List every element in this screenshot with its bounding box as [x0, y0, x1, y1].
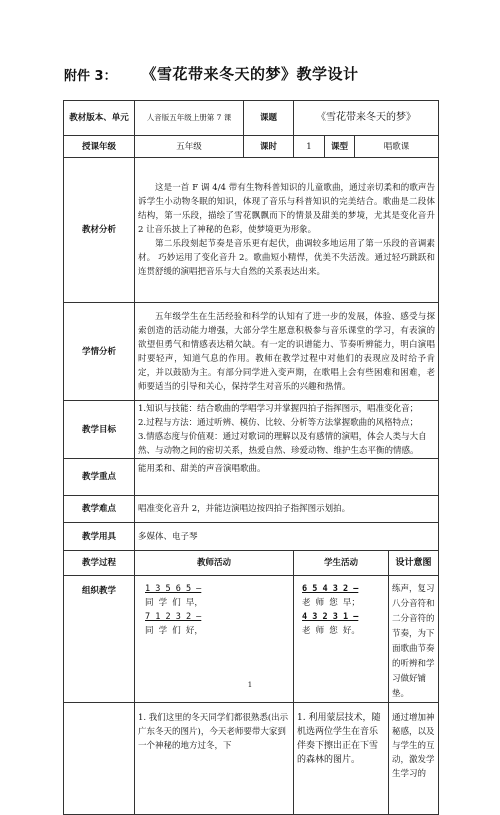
student-lyrics-line-1: 老 师 您 早；: [302, 598, 360, 608]
student-notes-line-2: 4 3 2 3 1 —: [302, 612, 359, 622]
row-difficulty: [64, 496, 439, 523]
intro-teacher-activity: 1. 我们这里的冬天同学们都很熟悉(出示广东冬天的图片)，今天老师要带大家到一个神秘的地方过冬，下: [135, 703, 294, 815]
row-process-header: [64, 551, 439, 576]
learner-label: 学情分析: [64, 303, 135, 401]
teacher-activity-header: 教师活动: [135, 551, 294, 576]
focus-label: 教学重点: [64, 459, 135, 496]
intro-design-intent: 通过增加神秘感，以及与学生的互动，激发学生学习的: [389, 703, 439, 815]
type-label: 课型: [325, 136, 355, 158]
analysis-paragraph-2: 第二乐段刻起节奏是音乐更有起伏，曲调较多地运用了第一乐段的音调素材。 巧妙运用了变化音升 2。歌曲短小精悍，优美不失活泼。通过轻巧跳跃和连贯舒缓的演唱把音乐与大自然的关系表达出来。: [138, 239, 436, 277]
type-value: 唱歌课: [355, 136, 439, 158]
organize-label: 组织教学: [64, 576, 135, 703]
difficulty-label: 教学难点: [64, 496, 135, 523]
topic-label: 课题: [244, 101, 294, 136]
student-notes-line-1: 6 5 4 3 2 —: [302, 584, 359, 594]
goals-label: 教学目标: [64, 401, 135, 459]
focus-value: 能用柔和、甜美的声音演唱歌曲。: [135, 459, 439, 496]
design-intent-header: 设计意图: [389, 551, 439, 576]
grade-value: 五年级: [135, 136, 244, 158]
lesson-plan-table: [63, 100, 439, 815]
edition-value: 人音版五年级上册第 7 课: [135, 101, 244, 136]
analysis-content: [135, 158, 439, 303]
row-focus: [64, 459, 439, 496]
page-number: 1: [247, 681, 253, 689]
row-goals: [64, 401, 439, 459]
attachment-label: 附件 3：: [64, 69, 117, 84]
learner-content: [135, 303, 439, 401]
student-activity-header: 学生活动: [294, 551, 389, 576]
student-lyrics-line-2: 老 师 您 好。: [302, 626, 360, 636]
grade-label: 授课年级: [64, 136, 135, 158]
difficulty-value: 唱准变化音升 2，并能边演唱边按四拍子指挥图示划拍。: [135, 496, 439, 523]
process-label: 教学过程: [64, 551, 135, 576]
tools-value: 多媒体、电子琴: [135, 523, 439, 551]
teacher-lyrics-line-2: 同 学 们 好，: [145, 626, 203, 636]
row-intro: [64, 703, 439, 815]
page-header: [0, 63, 500, 87]
intro-student-activity: 1. 利用蒙层技术，随机选两位学生在音乐伴奏下擦出正在下雪的森林的图片。: [294, 703, 389, 815]
topic-value: 《雪花带来冬天的梦》: [294, 101, 439, 136]
tools-label: 教学用具: [64, 523, 135, 551]
goal-3: 3.情感态度与价值观：通过对歌词的理解以及有感情的演唱，体会人类与大自然、与动物之间的密切关系，热爱自然、珍爱动物、维护生态平衡的情感。: [138, 431, 427, 456]
teacher-notes-line-2: 7 1 2 3 2 —: [145, 612, 202, 622]
organize-design: 练声，复习八分音符和二分音符的节奏，为下面歌曲节奏的听辨和学习做好铺垫。: [389, 576, 439, 703]
row-learner: [64, 303, 439, 401]
goal-1: 1.知识与技能：结合歌曲的学唱学习并掌握四拍子指挥图示，唱准变化音；: [138, 403, 419, 414]
analysis-label: 教材分析: [64, 158, 135, 303]
document-title: 《雪花带来冬天的梦》教学设计: [141, 65, 359, 83]
edition-label: 教材版本、单元: [64, 101, 135, 136]
goals-content: [135, 401, 439, 459]
analysis-paragraph-1: 这是一首 F 调 4/4 带有生物科普知识的儿童歌曲，通过亲切柔和的歌声告诉学生小动物冬眠的知识，体现了音乐与科普知识的完美结合。歌曲是二段体结构，第一乐段，描绘了雪花飘飘而下的情景及甜美的梦境，尤其是变化音升 2 让音乐披上了神秘的色彩，使梦境更为形象。: [138, 183, 436, 235]
teacher-lyrics-line-1: 同 学 们 早，: [145, 598, 203, 608]
row-analysis: [64, 158, 439, 303]
learner-paragraph: 五年级学生在生活经验和科学的认知有了进一步的发展，体验、感受与探索创造的活动能力增强，大部分学生愿意积极参与音乐课堂的学习，有表演的欲望但勇气和情感表达稍欠缺。有一定的识谱能力、节奏听辨能力，明白演唱时要轻声，知道气息的作用。教师在教学过程中对他们的表现应及时给予肯定，并以鼓励为主。有部分同学进入变声期，在歌唱上会有些困难和困难，老师要适当的引导和关心，保持学生对音乐的兴趣和热情。: [138, 311, 436, 392]
row-grade: [64, 136, 439, 158]
row-tools: [64, 523, 439, 551]
teacher-notes-line-1: 1 3 5 6 5 —: [145, 584, 202, 594]
intro-label-cell: [64, 703, 135, 815]
goal-2: 2.过程与方法：通过听辨、模仿、比较、分析等方法掌握歌曲的风格特点；: [138, 417, 419, 428]
hours-label: 课时: [244, 136, 294, 158]
row-edition: [64, 101, 439, 136]
hours-value: 1: [294, 136, 325, 158]
